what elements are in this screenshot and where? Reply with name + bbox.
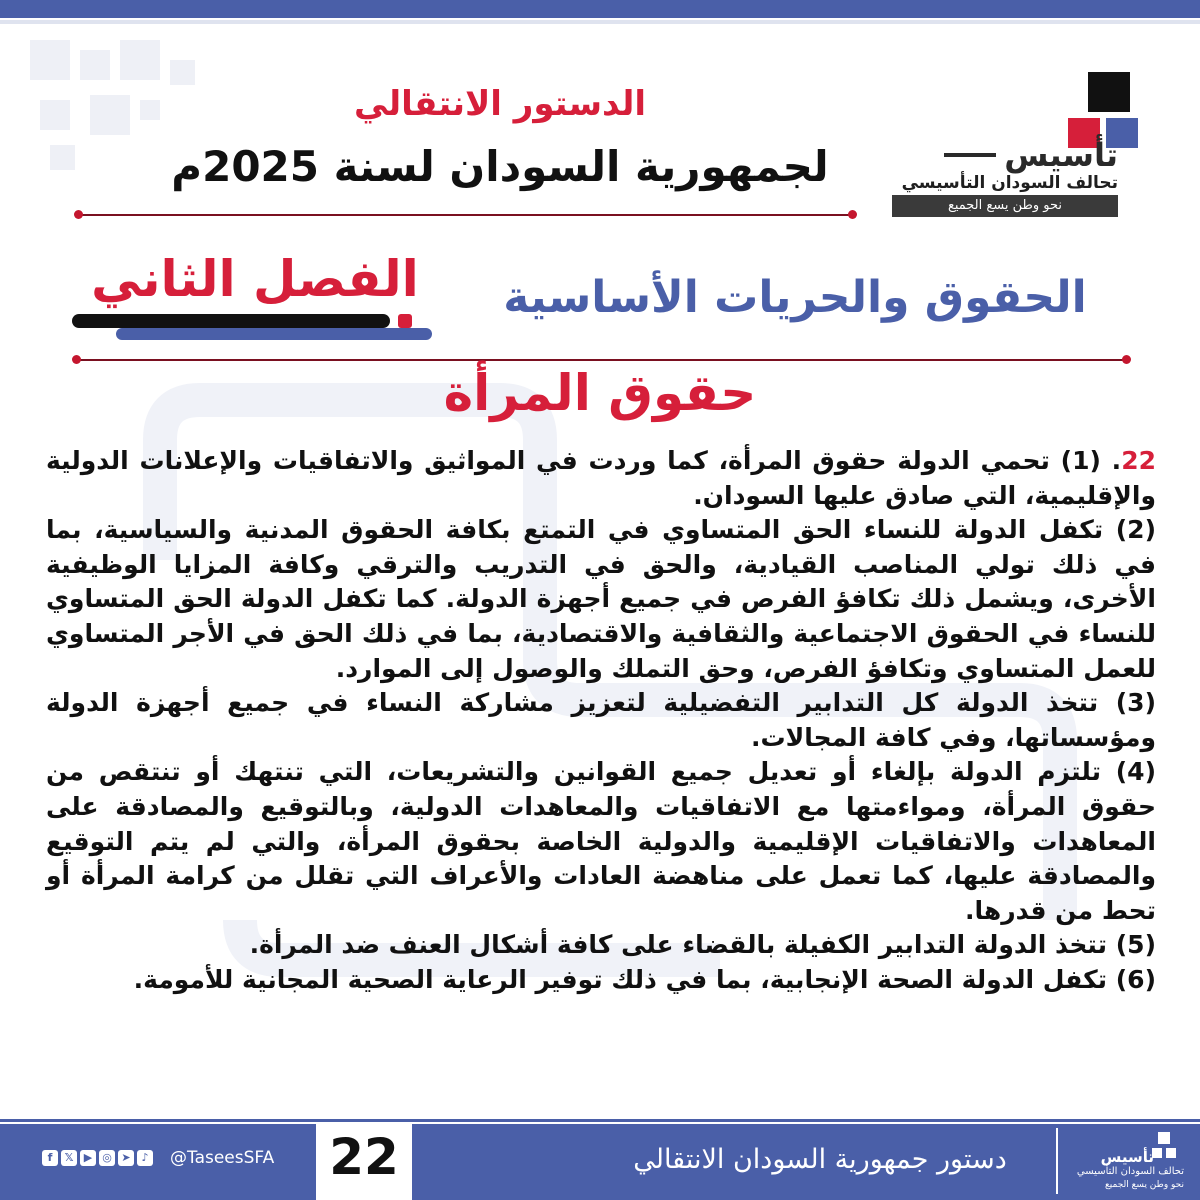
top-banner-bar xyxy=(0,0,1200,18)
chapter-title: الحقوق والحريات الأساسية xyxy=(503,272,1087,323)
document-subtitle: لجمهورية السودان لسنة 2025م xyxy=(171,142,829,191)
footer-logo-brand: تأسيس xyxy=(1100,1148,1154,1166)
logo-square-black xyxy=(1088,72,1130,112)
article-paragraph-6: (6) تكفل الدولة الصحة الإنجابية، بما في ذلك توفير الرعاية الصحية المجانية للأمومة. xyxy=(133,964,1156,994)
article-paragraph-3: (3) تتخذ الدولة كل التدابير التفضيلية لتعزيز مشاركة النساء في جميع أجهزة الدولة ومؤسساتها، وفي كافة المجالات. xyxy=(46,688,1156,752)
chapter-divider xyxy=(78,359,1126,361)
header-divider-dot-left xyxy=(74,210,83,219)
chapter-label: الفصل الثاني xyxy=(91,250,419,308)
top-divider-line xyxy=(0,20,1200,24)
article-body xyxy=(46,444,1156,998)
logo-brand-name: تأسيس xyxy=(1004,136,1118,174)
footer-title: دستور جمهورية السودان الانتقالي xyxy=(633,1144,1007,1175)
header-divider-dot-right xyxy=(848,210,857,219)
chapter-divider-dot-right xyxy=(1122,355,1131,364)
section-title: حقوق المرأة xyxy=(443,364,757,422)
page-number: 22 xyxy=(329,1128,399,1186)
youtube-icon[interactable]: ▶ xyxy=(80,1150,96,1166)
decor-bar-black xyxy=(72,314,390,328)
social-icons xyxy=(42,1150,153,1166)
footer-logo-alliance: تحالف السودان التأسيسي xyxy=(1076,1166,1184,1177)
facebook-icon[interactable]: f xyxy=(42,1150,58,1166)
instagram-icon[interactable]: ◎ xyxy=(99,1150,115,1166)
logo-slogan-box xyxy=(892,195,1118,217)
article-number: 22 xyxy=(1121,446,1156,475)
tasees-logo xyxy=(892,72,1162,222)
chapter-divider-dot-left xyxy=(72,355,81,364)
footer-divider xyxy=(1056,1128,1058,1194)
tiktok-icon[interactable]: ♪ xyxy=(137,1150,153,1166)
article-paragraph-1: 22. (1) تحمي الدولة حقوق المرأة، كما وردت في المواثيق والاتفاقيات والإعلانات الدولية والإقليمية، التي صادق عليها السودان. xyxy=(46,446,1156,510)
logo-alliance-name: تحالف السودان التأسيسي xyxy=(901,173,1118,193)
article-paragraph-2: (2) تكفل الدولة للنساء الحق المتساوي في التمتع بكافة الحقوق المدنية والسياسية، بما في ذلك تولي المناصب القيادية، والحق في التدريب والترقي وكافة المزايا الوظيفية الأخرى، ويشمل ذلك تكافؤ الفرص في جميع أجهزة الدولة. كما تكفل الدولة الحق المتساوي للنساء في الحقوق الاجتماعية والثقافية والاقتصادية، بما في ذلك الحق في الأجر المتساوي للعمل المتساوي وتكافؤ الفرص، وحق التملك والوصول إلى الموارد. xyxy=(46,515,1156,683)
article-paragraph-5: (5) تتخذ الدولة التدابير الكفيلة بالقضاء على كافة أشكال العنف ضد المرأة. xyxy=(249,930,1156,960)
document-title: الدستور الانتقالي xyxy=(353,84,647,124)
decor-bar-red xyxy=(398,314,412,328)
logo-dash xyxy=(944,153,996,157)
decor-bar-blue xyxy=(116,328,432,340)
footer-logo xyxy=(1066,1128,1188,1196)
article-paragraph-4: (4) تلتزم الدولة بإلغاء أو تعديل جميع القوانين والتشريعات، التي تنتهك أو تنتقص من حقوق المرأة، ومواءمتها مع الاتفاقيات والمعاهدات الدولية، وبالتوقيع والمصادقة على المعاهدات والاتفاقيات الإقليمية والدولية الخاصة بحقوق المرأة، والتي لم يتم التوقيع والمصادقة عليها، كما تعمل على مناهضة العادات والأعراف التي تقلل من كرامة المرأة أو تحط من قدرها. xyxy=(46,757,1156,925)
telegram-icon[interactable]: ➤ xyxy=(118,1150,134,1166)
x-icon[interactable]: 𝕏 xyxy=(61,1150,77,1166)
footer-top-line xyxy=(0,1119,1200,1122)
footer-logo-slogan: نحو وطن يسع الجميع xyxy=(1105,1180,1184,1190)
header-divider xyxy=(80,214,852,216)
logo-slogan: نحو وطن يسع الجميع xyxy=(947,198,1063,213)
social-handle[interactable]: @TaseesSFA xyxy=(170,1148,275,1168)
